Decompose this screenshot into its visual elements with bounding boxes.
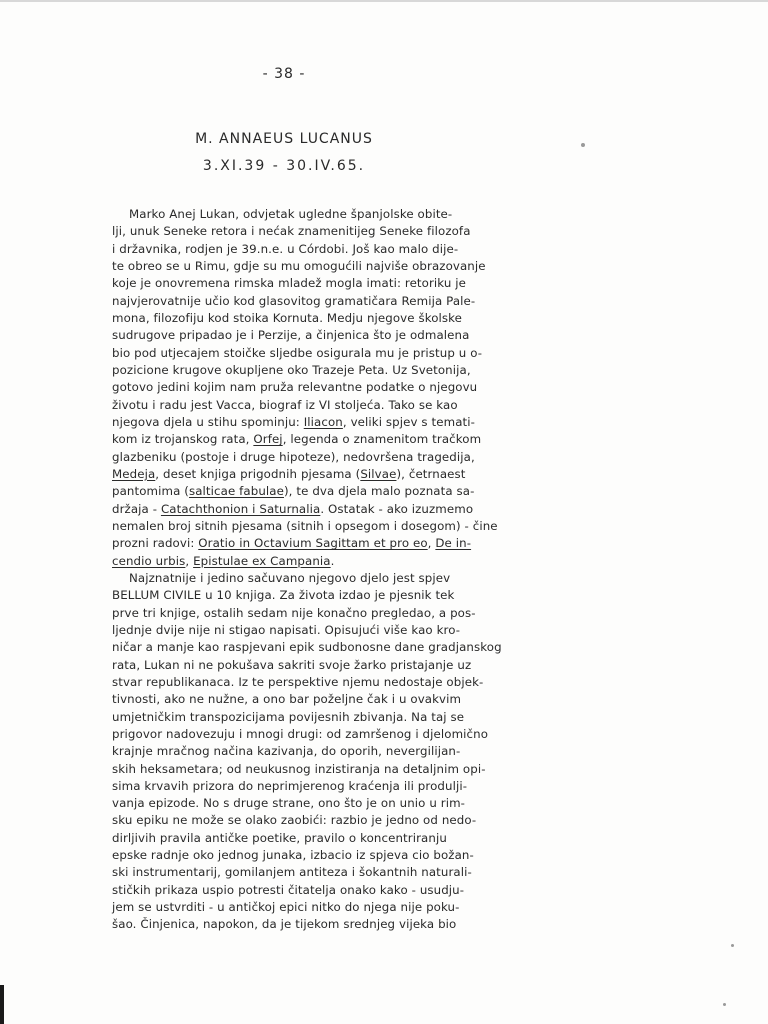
text-line — [112, 639, 512, 656]
text-segment: epske radnje oko jednog junaka, izbacio iz spjeva cio božan- — [112, 848, 474, 863]
text-line — [112, 553, 512, 570]
text-segment: , — [185, 553, 194, 568]
text-line — [112, 345, 512, 362]
text-segment: dirljivih pravila antičke poetike, pravilo o koncentriranju — [112, 830, 447, 845]
text-line — [112, 379, 512, 396]
text-segment: bio pod utjecajem stoičke sljedbe osigurala mu je pristup u o- — [112, 345, 483, 360]
text-segment: njegova djela u stihu spominju: — [112, 414, 304, 429]
text-line — [112, 258, 512, 275]
text-line — [112, 743, 512, 760]
text-segment: stvar republikanaca. Iz te perspektive njemu nedostaje objek- — [112, 674, 484, 689]
text-segment: sima krvavih prizora do neprimjerenog kraćenja ili produlji- — [112, 778, 468, 793]
text-segment: ničar a manje kao raspjevani epik sudbonosne dane gradjanskog — [112, 640, 502, 655]
scan-speck — [581, 143, 585, 147]
text-segment: rata, Lukan ni ne pokušava sakriti svoje žarko pristajanje uz — [112, 657, 472, 672]
text-line — [112, 830, 512, 847]
work-title: Catachthonion i Saturnalia — [160, 501, 321, 516]
work-title: cendio urbis — [112, 553, 186, 568]
text-segment: krajnje mračnog načina kazivanja, do oporih, nevergilijan- — [112, 744, 461, 759]
text-line — [112, 397, 512, 414]
text-line — [112, 327, 512, 344]
text-line — [112, 778, 512, 795]
text-segment: sku epiku ne može se olako zaobići: razbio je jedno od nedo- — [112, 813, 477, 828]
text-line — [112, 466, 512, 483]
text-segment: prve tri knjige, ostalih sedam nije konačno pregledao, a pos- — [112, 605, 476, 620]
text-segment: i državnika, rodjen je 39.n.e. u Córdobi. Još kao malo dije- — [112, 241, 459, 256]
page-number: - 38 - — [262, 66, 306, 82]
text-line — [112, 501, 512, 518]
work-title: Medeja — [112, 466, 156, 481]
text-line — [112, 431, 512, 448]
text-line — [112, 916, 512, 933]
text-line — [112, 518, 512, 535]
text-line — [112, 206, 512, 223]
text-segment: , — [427, 536, 436, 551]
text-line — [112, 864, 512, 881]
work-title: Oratio in Octavium Sagittam et pro eo — [198, 536, 428, 551]
text-segment: BELLUM CIVILE u 10 knjiga. Za života izdao je pjesnik tek — [112, 588, 455, 603]
scan-speck — [731, 944, 734, 947]
text-line — [112, 223, 512, 240]
text-line — [112, 882, 512, 899]
text-line — [112, 570, 512, 587]
text-line — [112, 310, 512, 327]
text-line — [112, 293, 512, 310]
text-segment: ljednje dvije nije ni stigao napisati. Opisujući više kao kro- — [112, 622, 461, 637]
text-line — [112, 899, 512, 916]
text-segment: životu i radu jest Vacca, biograf iz VI stoljeća. Tako se kao — [112, 397, 458, 412]
text-segment: šao. Činjenica, napokon, da je tijekom srednjeg vijeka bio — [112, 917, 457, 932]
text-segment: koje je onovremena rimska mladež mogla imati: retoriku je — [112, 276, 467, 291]
text-line — [112, 587, 512, 604]
scan-top-edge — [0, 0, 768, 2]
work-title: salticae fabulae — [188, 484, 284, 499]
work-title: De in- — [435, 536, 472, 551]
text-segment: gotovo jedini kojim nam pruža relevantne podatke o njegovu — [112, 380, 478, 395]
text-line — [112, 674, 512, 691]
text-segment: Marko Anej Lukan, odvjetak ugledne španjolske obite- — [129, 207, 453, 221]
text-line — [112, 709, 512, 726]
text-segment: te obreo se u Rimu, gdje su mu omogućili najviše obrazovanje — [112, 258, 486, 273]
text-segment: tivnosti, ako ne nužne, a ono bar poželjne čak i u ovakvim — [112, 692, 462, 707]
text-segment: glazbeniku (postoje i druge hipoteze), nedovršena tragedija, — [112, 449, 475, 464]
text-segment: nemalen broj sitnih pjesama (sitnih i opsegom i dosegom) - čine — [112, 518, 498, 533]
text-segment: , legenda o znamenitom tračkom — [282, 432, 482, 447]
text-segment: kom iz trojanskog rata, — [112, 432, 254, 447]
text-line — [112, 605, 512, 622]
text-line — [112, 275, 512, 292]
text-segment: pantomima ( — [112, 484, 189, 499]
text-segment: vanja epizode. No s druge strane, ono što je on unio u rim- — [112, 796, 466, 811]
text-segment: . — [330, 553, 335, 568]
text-segment: skih heksametara; od neukusnog inzistiranja na detaljnim opi- — [112, 761, 486, 776]
page-title: M. ANNAEUS LUCANUS — [195, 131, 373, 147]
text-segment: jem se ustvrditi - u antičkoj epici nitko do njega nije poku- — [112, 900, 460, 915]
text-segment: mona, filozofiju kod stoika Kornuta. Medju njegove školske — [112, 310, 463, 325]
text-line — [112, 483, 512, 500]
text-segment: prigovor nadovezuju i mnogi drugi: od zamršenog i djelomično — [112, 726, 489, 741]
text-segment: najvjerovatnije učio kod glasovitog gramatičara Remija Pale- — [112, 293, 476, 308]
text-segment: prozni radovi: — [112, 536, 199, 551]
text-line — [112, 414, 512, 431]
text-segment: držaja - — [112, 501, 161, 516]
work-title: Epistulae ex Campania — [193, 553, 331, 568]
text-segment: sudrugove pripadao je i Perzije, a činjenica što je odmalena — [112, 328, 470, 343]
work-title: Orfej — [253, 432, 283, 447]
text-line — [112, 847, 512, 864]
life-dates: 3.XI.39 - 30.IV.65. — [202, 158, 366, 174]
text-segment: Najznatnije i jedino sačuvano njegovo djelo jest spjev — [129, 570, 451, 585]
text-line — [112, 691, 512, 708]
text-segment: stičkih prikaza uspio potresti čitatelja onako kako - usudju- — [112, 882, 465, 897]
text-line — [112, 657, 512, 674]
text-line — [112, 622, 512, 639]
work-title: Iliacon — [303, 414, 343, 429]
text-segment: ski instrumentarij, gomilanjem antiteza i šokantnih naturali- — [112, 865, 472, 880]
text-segment: , veliki spjev s temati- — [342, 414, 475, 429]
text-segment: lji, unuk Seneke retora i nećak znamenitijeg Seneke filozofa — [112, 224, 471, 239]
text-line — [112, 812, 512, 829]
text-segment: umjetničkim transpozicijama povijesnih zbivanja. Na taj se — [112, 709, 465, 724]
work-title: Silvae — [360, 466, 397, 481]
body-text — [112, 206, 512, 934]
text-line — [112, 449, 512, 466]
text-segment: ), te dva djela malo poznata sa- — [283, 484, 475, 499]
text-line — [112, 795, 512, 812]
text-segment: , deset knjiga prigodnih pjesama ( — [155, 466, 361, 481]
text-line — [112, 761, 512, 778]
text-segment: ), četrnaest — [396, 466, 466, 481]
text-segment: . Ostatak - ako izuzmemo — [320, 501, 474, 516]
text-line — [112, 726, 512, 743]
text-line — [112, 362, 512, 379]
text-segment: pozicione krugove okupljene oko Trazeje Peta. Uz Svetonija, — [112, 362, 471, 377]
scan-speck — [723, 1003, 726, 1006]
text-line — [112, 241, 512, 258]
scan-left-edge — [0, 985, 4, 1024]
text-line — [112, 535, 512, 552]
